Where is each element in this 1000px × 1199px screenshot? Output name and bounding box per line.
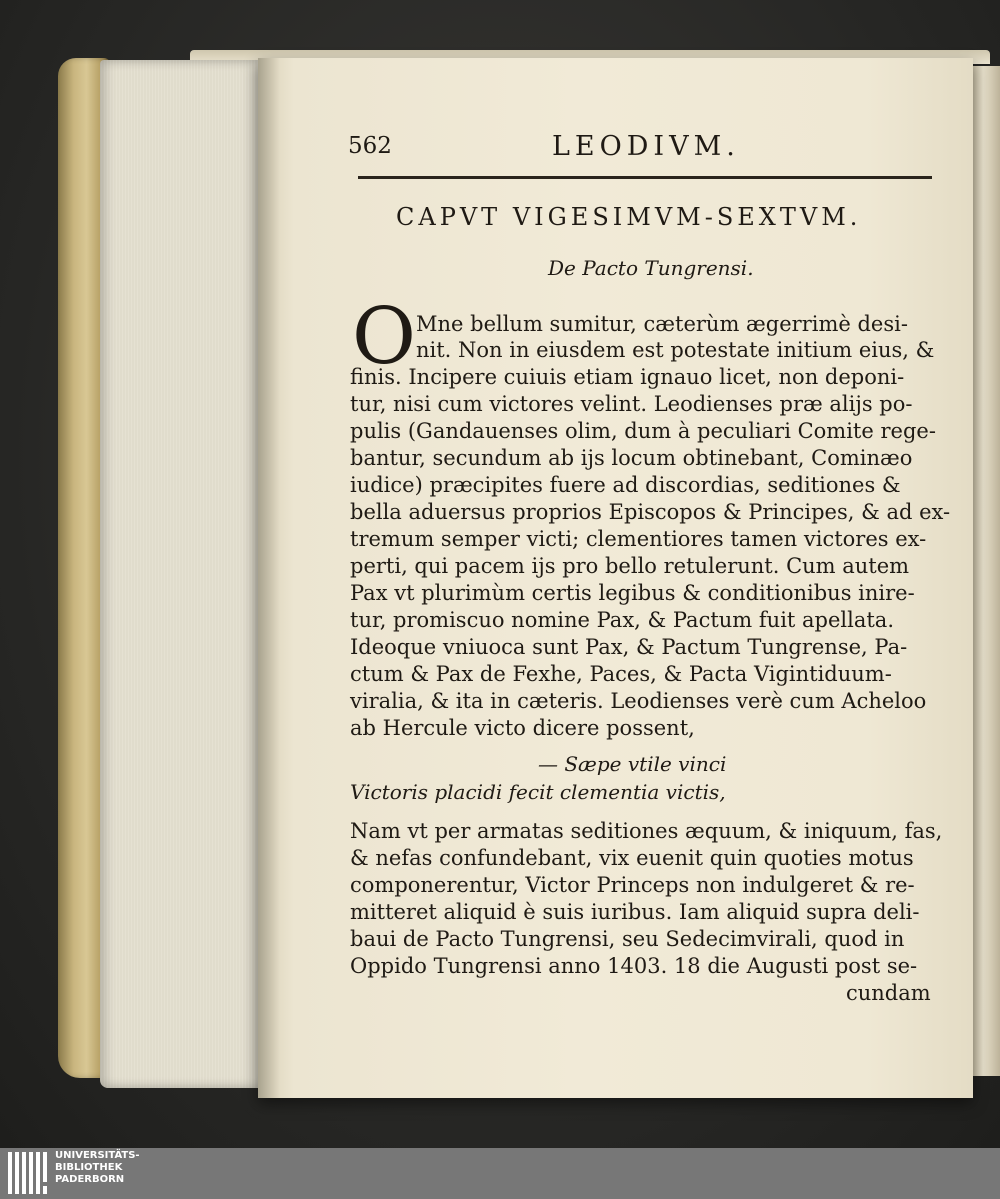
text-line: mitteret aliquid è suis iuribus. Iam aliquid supra deli- [350, 900, 920, 924]
text-line: finis. Incipere cuiuis etiam ignauo licet, non deponi- [350, 365, 905, 389]
text-line: perti, qui pacem ijs pro bello retulerunt. Cum autem [350, 554, 910, 578]
library-logo-text [55, 1150, 140, 1186]
text-line: iudice) præcipites fuere ad discordias, seditiones & [350, 473, 901, 497]
library-logo-icon [8, 1152, 50, 1194]
text-line: Nam vt per armatas seditiones æquum, & iniquum, fas, [350, 819, 943, 843]
text-line: tur, promiscuo nomine Pax, & Pactum fuit apellata. [350, 608, 895, 632]
text-line: Pax vt plurimùm certis legibus & conditionibus inire- [350, 581, 915, 605]
text-line: bantur, secundum ab ijs locum obtinebant, Cominæo [350, 446, 913, 470]
chapter-subtitle: De Pacto Tungrensi. [548, 256, 754, 280]
header-rule [358, 176, 932, 179]
text-line: Ideoque vniuoca sunt Pax, & Pactum Tungrense, Pa- [350, 635, 908, 659]
text-line: componerentur, Victor Princeps non indulgeret & re- [350, 873, 915, 897]
text-line: Oppido Tungrensi anno 1403. 18 die Augusti post se- [350, 954, 918, 978]
text-line: ab Hercule victo dicere possent, [350, 716, 695, 740]
library-footer-bar [0, 1148, 1000, 1199]
running-head: LEODIVM. [552, 131, 740, 162]
chapter-title: CAPVT VIGESIMVM-SEXTVM. [396, 203, 862, 231]
text-line: baui de Pacto Tungrensi, seu Sedecimvirali, quod in [350, 927, 905, 951]
logo-line: UNIVERSITÄTS- [55, 1150, 140, 1161]
text-line: & nefas confundebant, vix euenit quin quoties motus [350, 846, 914, 870]
right-page-edge [972, 66, 1000, 1076]
verse-line: — Sæpe vtile vinci [538, 752, 727, 776]
text-line: tur, nisi cum victores velint. Leodienses præ alijs po- [350, 392, 913, 416]
logo-line: BIBLIOTHEK [55, 1162, 123, 1173]
text-line: bella aduersus proprios Episcopos & Principes, & ad ex- [350, 500, 951, 524]
text-line: nit. Non in eiusdem est potestate initium eius, & [416, 338, 935, 362]
drop-cap: O [352, 292, 416, 382]
text-line: Mne bellum sumitur, cæterùm ægerrimè desi- [416, 312, 908, 336]
text-line: pulis (Gandauenses olim, dum à peculiari Comite rege- [350, 419, 936, 443]
page-number: 562 [348, 133, 392, 159]
page-edges [100, 60, 262, 1088]
text-line: viralia, & ita in cæteris. Leodienses verè cum Acheloo [350, 689, 927, 713]
verse-line: Victoris placidi fecit clementia victis, [350, 780, 726, 804]
text-line: ctum & Pax de Fexhe, Paces, & Pacta Vigintiduum- [350, 662, 892, 686]
logo-line: PADERBORN [55, 1174, 125, 1185]
gutter-shadow [258, 58, 280, 1098]
catchword: cundam [846, 981, 931, 1005]
text-line: tremum semper victi; clementiores tamen victores ex- [350, 527, 927, 551]
